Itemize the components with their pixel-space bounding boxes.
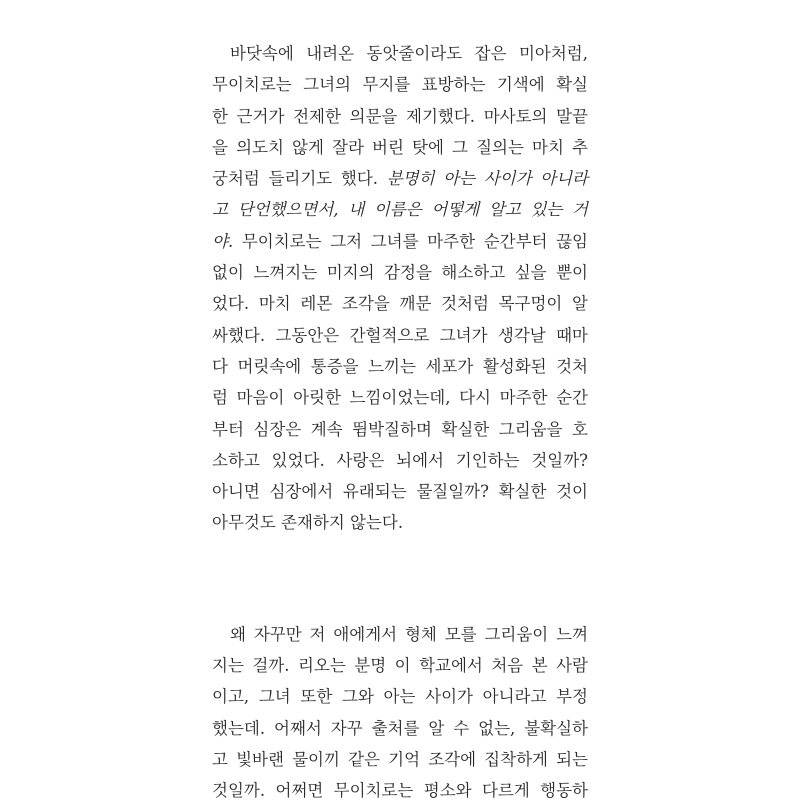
text-run: 궁처럼 들리기도 했다. (212, 169, 387, 189)
text-run: 했는데. 어째서 자꾸 출처를 알 수 없는, 불확실하 (212, 718, 588, 738)
text-line (212, 132, 588, 163)
text-line (212, 744, 588, 775)
text-line (212, 713, 588, 744)
text-line (212, 226, 588, 257)
text-line (212, 445, 588, 476)
paragraph-1 (212, 38, 588, 539)
text-line (212, 194, 588, 225)
text-run: 싸했다. 그동안은 간헐적으로 그녀가 생각날 때마 (212, 325, 588, 345)
text-line (212, 351, 588, 382)
text-line (212, 650, 588, 681)
text-line (212, 38, 588, 69)
text-line (212, 775, 588, 800)
text-run: 다 머릿속에 통증을 느끼는 세포가 활성화된 것처 (212, 356, 588, 376)
text-line (212, 69, 588, 100)
text-line (212, 288, 588, 319)
text-run: 없이 느껴지는 미지의 감정을 해소하고 싶을 뿐이 (212, 263, 588, 283)
text-run: 무이치로는 그녀의 무지를 표방하는 기색에 확실 (212, 75, 588, 95)
text-run: 었다. 마치 레몬 조각을 깨문 것처럼 목구멍이 알 (212, 294, 588, 314)
text-run: 아무것도 존재하지 않는다. (212, 513, 404, 533)
text-run: 왜 자꾸만 저 애에게서 형체 모를 그리움이 느껴 (230, 624, 588, 644)
text-line (212, 257, 588, 288)
text-line (212, 507, 588, 538)
text-run: 럼 마음이 아릿한 느낌이었는데, 다시 마주한 순간 (212, 388, 588, 408)
text-run: 바닷속에 내려온 동앗줄이라도 잡은 미아처럼, (230, 44, 588, 63)
text-line (212, 619, 588, 650)
text-run: 무이치로는 그저 그녀를 마주한 순간부터 끊임 (233, 231, 588, 251)
text-run: 이고, 그녀 또한 그와 아는 사이가 아니라고 부정 (212, 687, 588, 707)
text-line (212, 163, 588, 194)
text-line (212, 101, 588, 132)
text-run: 지는 걸까. 리오는 분명 이 학교에서 처음 본 사람 (212, 656, 588, 676)
text-line (212, 320, 588, 351)
text-run: 한 근거가 전제한 의문을 제기했다. 마사토의 말끝 (212, 106, 588, 126)
text-line (212, 681, 588, 712)
text-run: 고 빛바랜 물이끼 같은 기억 조각에 집착하게 되는 (212, 749, 588, 769)
italic-text-run: 야. (212, 231, 234, 251)
text-run: 을 의도치 않게 잘라 버린 탓에 그 질의는 마치 추 (212, 137, 588, 157)
text-run: 아니면 심장에서 유래되는 물질일까? 확실한 것이 (212, 482, 588, 502)
text-run: 부터 심장은 계속 뜀박질하며 확실한 그리움을 호 (212, 419, 588, 439)
text-line (212, 476, 588, 507)
text-run: 소하고 있었다. 사랑은 뇌에서 기인하는 것일까? (212, 450, 588, 470)
italic-text-run: 분명히 아는 사이가 아니라 (386, 169, 588, 189)
italic-text-run: 고 단언했으면서, 내 이름은 어떻게 알고 있는 거 (212, 200, 588, 220)
paragraph-2 (212, 619, 588, 800)
text-run: 것일까. 어쩌면 무이치로는 평소와 다르게 행동하 (212, 781, 588, 800)
text-line (212, 382, 588, 413)
paragraph-gap (212, 539, 588, 619)
text-line (212, 414, 588, 445)
